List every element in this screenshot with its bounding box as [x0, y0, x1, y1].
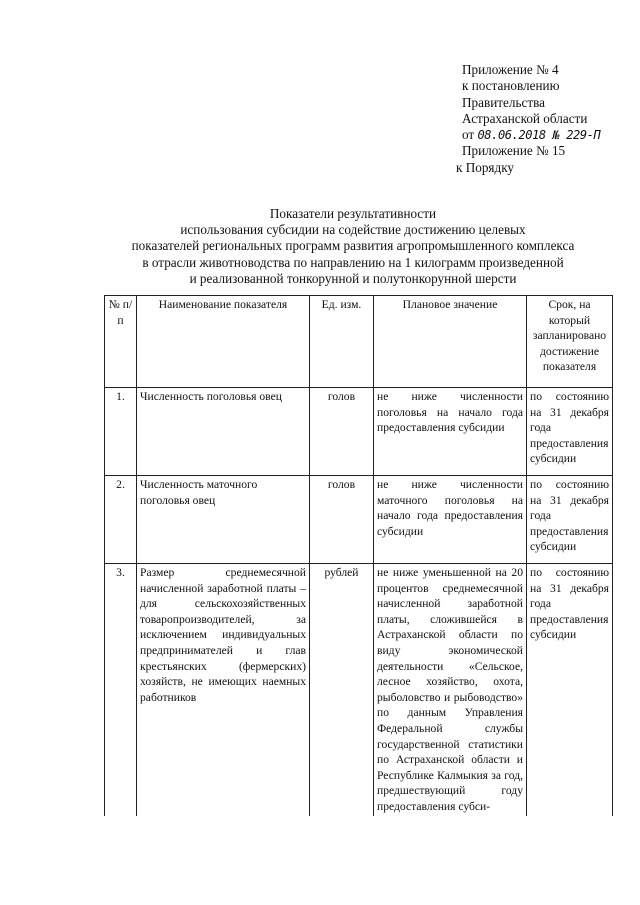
row-num: 2. [105, 476, 137, 564]
header-num: № п/п [105, 296, 137, 388]
row-unit: голов [310, 476, 374, 564]
row-term: по состоянию на 31 декабря года предоставления субсидии [527, 388, 613, 476]
appendix-line: Правительства [462, 94, 545, 110]
header-unit: Ед. изм. [310, 296, 374, 388]
appendix-line: к постановлению [462, 78, 560, 94]
appendix-block [456, 62, 632, 176]
title-line: использования субсидии на содействие достижению целевых [180, 222, 526, 238]
row-unit: рублей [310, 564, 374, 816]
row-num: 1. [105, 388, 137, 476]
appendix-line: Астраханской области [462, 110, 588, 126]
appendix-line: Приложение № 4 [462, 62, 559, 77]
row-term: по состоянию на 31 декабря года предоставления субсидии [527, 564, 613, 816]
table-row [105, 476, 613, 564]
title-line: в отрасли животноводства по направлению на 1 килограмм произведенной [142, 254, 564, 270]
row-plan: не ниже численности маточного поголовья на начало года предоставления субсидии [374, 476, 527, 564]
header-term: Срок, на который запланировано достижение показателя [527, 296, 613, 388]
document-title [118, 206, 588, 287]
row-plan: не ниже численности поголовья на начало года предоставления субсидии [374, 388, 527, 476]
title-line: и реализованной тонкорунной и полутонкорунной шерсти [189, 270, 517, 286]
row-term: по состоянию на 31 декабря года предоставления субсидии [527, 476, 613, 564]
row-name: Численность поголовья овец [137, 388, 310, 476]
appendix-line: к Порядку [456, 159, 515, 175]
row-num: 3. [105, 564, 137, 816]
row-name: Размер среднемесячной начисленной заработной платы – для сельскохозяйственных товаропроизводителей, за исключением индивидуальных предпринимателей и глав крестьянских (фермерских) хозяйств, не имеющих наемных работников [137, 564, 310, 816]
header-name: Наименование показателя [137, 296, 310, 388]
row-unit: голов [310, 388, 374, 476]
title-line: Показатели результативности [269, 206, 437, 221]
appendix-date-prefix: от [462, 127, 475, 143]
appendix-line: Приложение № 15 [462, 143, 566, 159]
row-name: Численность маточного поголовья овец [137, 476, 310, 564]
title-line: показателей региональных программ развития агропромышленного комплекса [131, 238, 575, 254]
header-plan: Плановое значение [374, 296, 527, 388]
appendix-date-line [462, 127, 632, 143]
table-row [105, 388, 613, 476]
table-header-row [105, 296, 613, 388]
handwritten-date-number: 08.06.2018 № 229-П [477, 128, 601, 143]
table-row [105, 564, 613, 816]
indicators-table [104, 295, 613, 816]
row-plan: не ниже уменьшенной на 20 процентов среднемесячной начисленной заработной платы, сложившейся в Астраханской области по виду экономической деятельности «Сельское, лесное хозяйство, охота, рыболовство и рыбоводство» по данным Управления Федеральной службы государственной статистики по Астраханской области и Республике Калмыкия за год, предшествующий году предоставления субси- [374, 564, 527, 816]
